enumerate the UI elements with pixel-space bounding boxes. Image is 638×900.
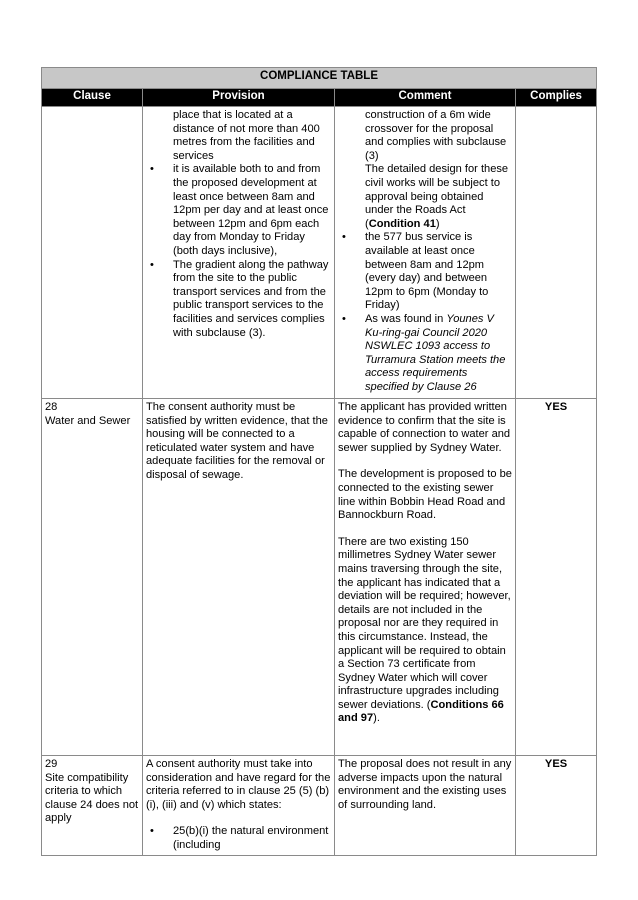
clause-number: 29 — [45, 758, 58, 770]
table-title: COMPLIANCE TABLE — [42, 68, 597, 89]
header-comment: Comment — [335, 89, 516, 107]
complies-cell — [516, 756, 597, 856]
comment-paragraph: The development is proposed to be connected to the existing sewer line within Bobbin Head Road and Bannockburn Road. — [338, 468, 512, 522]
provision-text: A consent authority must take into consideration and have regard for the criteria referred to in clause 25 (5) (b) (i), (iii) and (v) which states: — [146, 758, 331, 811]
list-item-text: The gradient along the pathway from the site to the public transport services and from the public transport services to the facilities and services complies with subclause (3). — [173, 258, 329, 339]
list-item-text: 25(b)(i) the natural environment (including — [173, 825, 329, 851]
comment-text-end: ) — [435, 217, 440, 230]
bullet-icon: • — [150, 825, 154, 838]
list-item-text: it is available both to and from the proposed development at least once between 8am and 12pm per day and at least once between 12pm and 6pm each day from Monday to Friday (both days inclusive), — [173, 163, 329, 257]
list-item-text: the 577 bus service is available at least once between 8am and 12pm (every day) and between 12pm to 6pm (Monday to Friday) — [365, 231, 489, 312]
provision-continuation: place that is located at a distance of not more than 400 metres from the facilities and services — [173, 109, 320, 162]
table-title-row — [42, 68, 597, 89]
comment-paragraph: The applicant has provided written evidence to confirm that the site is capable of connection to water and sewer supplied by Sydney Water. — [338, 401, 511, 454]
bullet-icon: • — [342, 231, 346, 244]
list-item — [146, 163, 331, 258]
table-row — [42, 399, 597, 756]
provision-bullet-list — [146, 825, 331, 852]
compliance-table-page — [41, 67, 596, 856]
complies-value: YES — [544, 758, 568, 770]
provision-cell — [143, 399, 335, 756]
list-item — [338, 313, 512, 395]
provision-cell — [143, 756, 335, 856]
condition-reference: Condition 41 — [368, 217, 436, 230]
table-header-row — [42, 89, 597, 107]
header-clause: Clause — [42, 89, 143, 107]
comment-bullet-list — [338, 231, 512, 394]
clause-cell — [42, 756, 143, 856]
clause-name: Water and Sewer — [45, 414, 131, 427]
comment-cell — [335, 107, 516, 399]
provision-bullet-list — [146, 163, 331, 340]
list-item — [146, 825, 331, 852]
comment-paragraph: The proposal does not result in any adverse impacts upon the natural environment and the existing uses of surrounding land. — [338, 758, 512, 811]
case-citation: Younes V Ku-ring-gai Council 2020 NSWLEC 1093 access to Turramura Station meets the access requirements specified by Clause 26 — [365, 312, 506, 393]
complies-cell — [516, 107, 597, 399]
complies-value: YES — [544, 401, 568, 413]
list-item-text: As was found in — [365, 312, 447, 325]
clause-cell — [42, 107, 143, 399]
provision-text: The consent authority must be satisfied by written evidence, that the housing will be connected to a reticulated water system and have adequate facilities for the removal or disposal of sewage. — [146, 401, 328, 481]
complies-cell — [516, 399, 597, 756]
comment-text: There are two existing 150 millimetres Sydney Water sewer mains traversing through the site, the applicant has indicated that a deviation will be required; however, details are not included in the proposal nor are they required in this circumstance. Instead, the applicant will be required to obtain a Section 73 certificate from Sydney Water which will cover infrastructure upgrades including sewer deviations. ( — [338, 535, 511, 711]
comment-text-end: ). — [373, 712, 380, 725]
clause-cell — [42, 399, 143, 756]
bullet-icon: • — [150, 258, 154, 271]
clause-number: 28 — [45, 401, 58, 413]
condition-reference: Conditions 66 and 97 — [338, 698, 504, 725]
header-provision: Provision — [143, 89, 335, 107]
bullet-icon: • — [342, 312, 346, 325]
list-item — [146, 259, 331, 341]
header-complies: Complies — [516, 89, 597, 107]
comment-roads-act — [338, 163, 512, 231]
table-row — [42, 756, 597, 856]
list-item — [338, 231, 512, 313]
comment-paragraph — [338, 536, 512, 726]
comment-continuation: construction of a 6m wide crossover for the proposal and complies with subclause (3) — [365, 109, 507, 162]
comment-cell — [335, 399, 516, 756]
table-row — [42, 107, 597, 399]
bullet-icon: • — [150, 163, 154, 176]
comment-text: The detailed design for these civil works will be subject to approval being obtained under the Roads Act ( — [365, 163, 509, 230]
clause-name: Site compatibility criteria to which clause 24 does not apply — [45, 771, 139, 825]
provision-cell — [143, 107, 335, 399]
compliance-table — [41, 67, 597, 856]
comment-cell — [335, 756, 516, 856]
